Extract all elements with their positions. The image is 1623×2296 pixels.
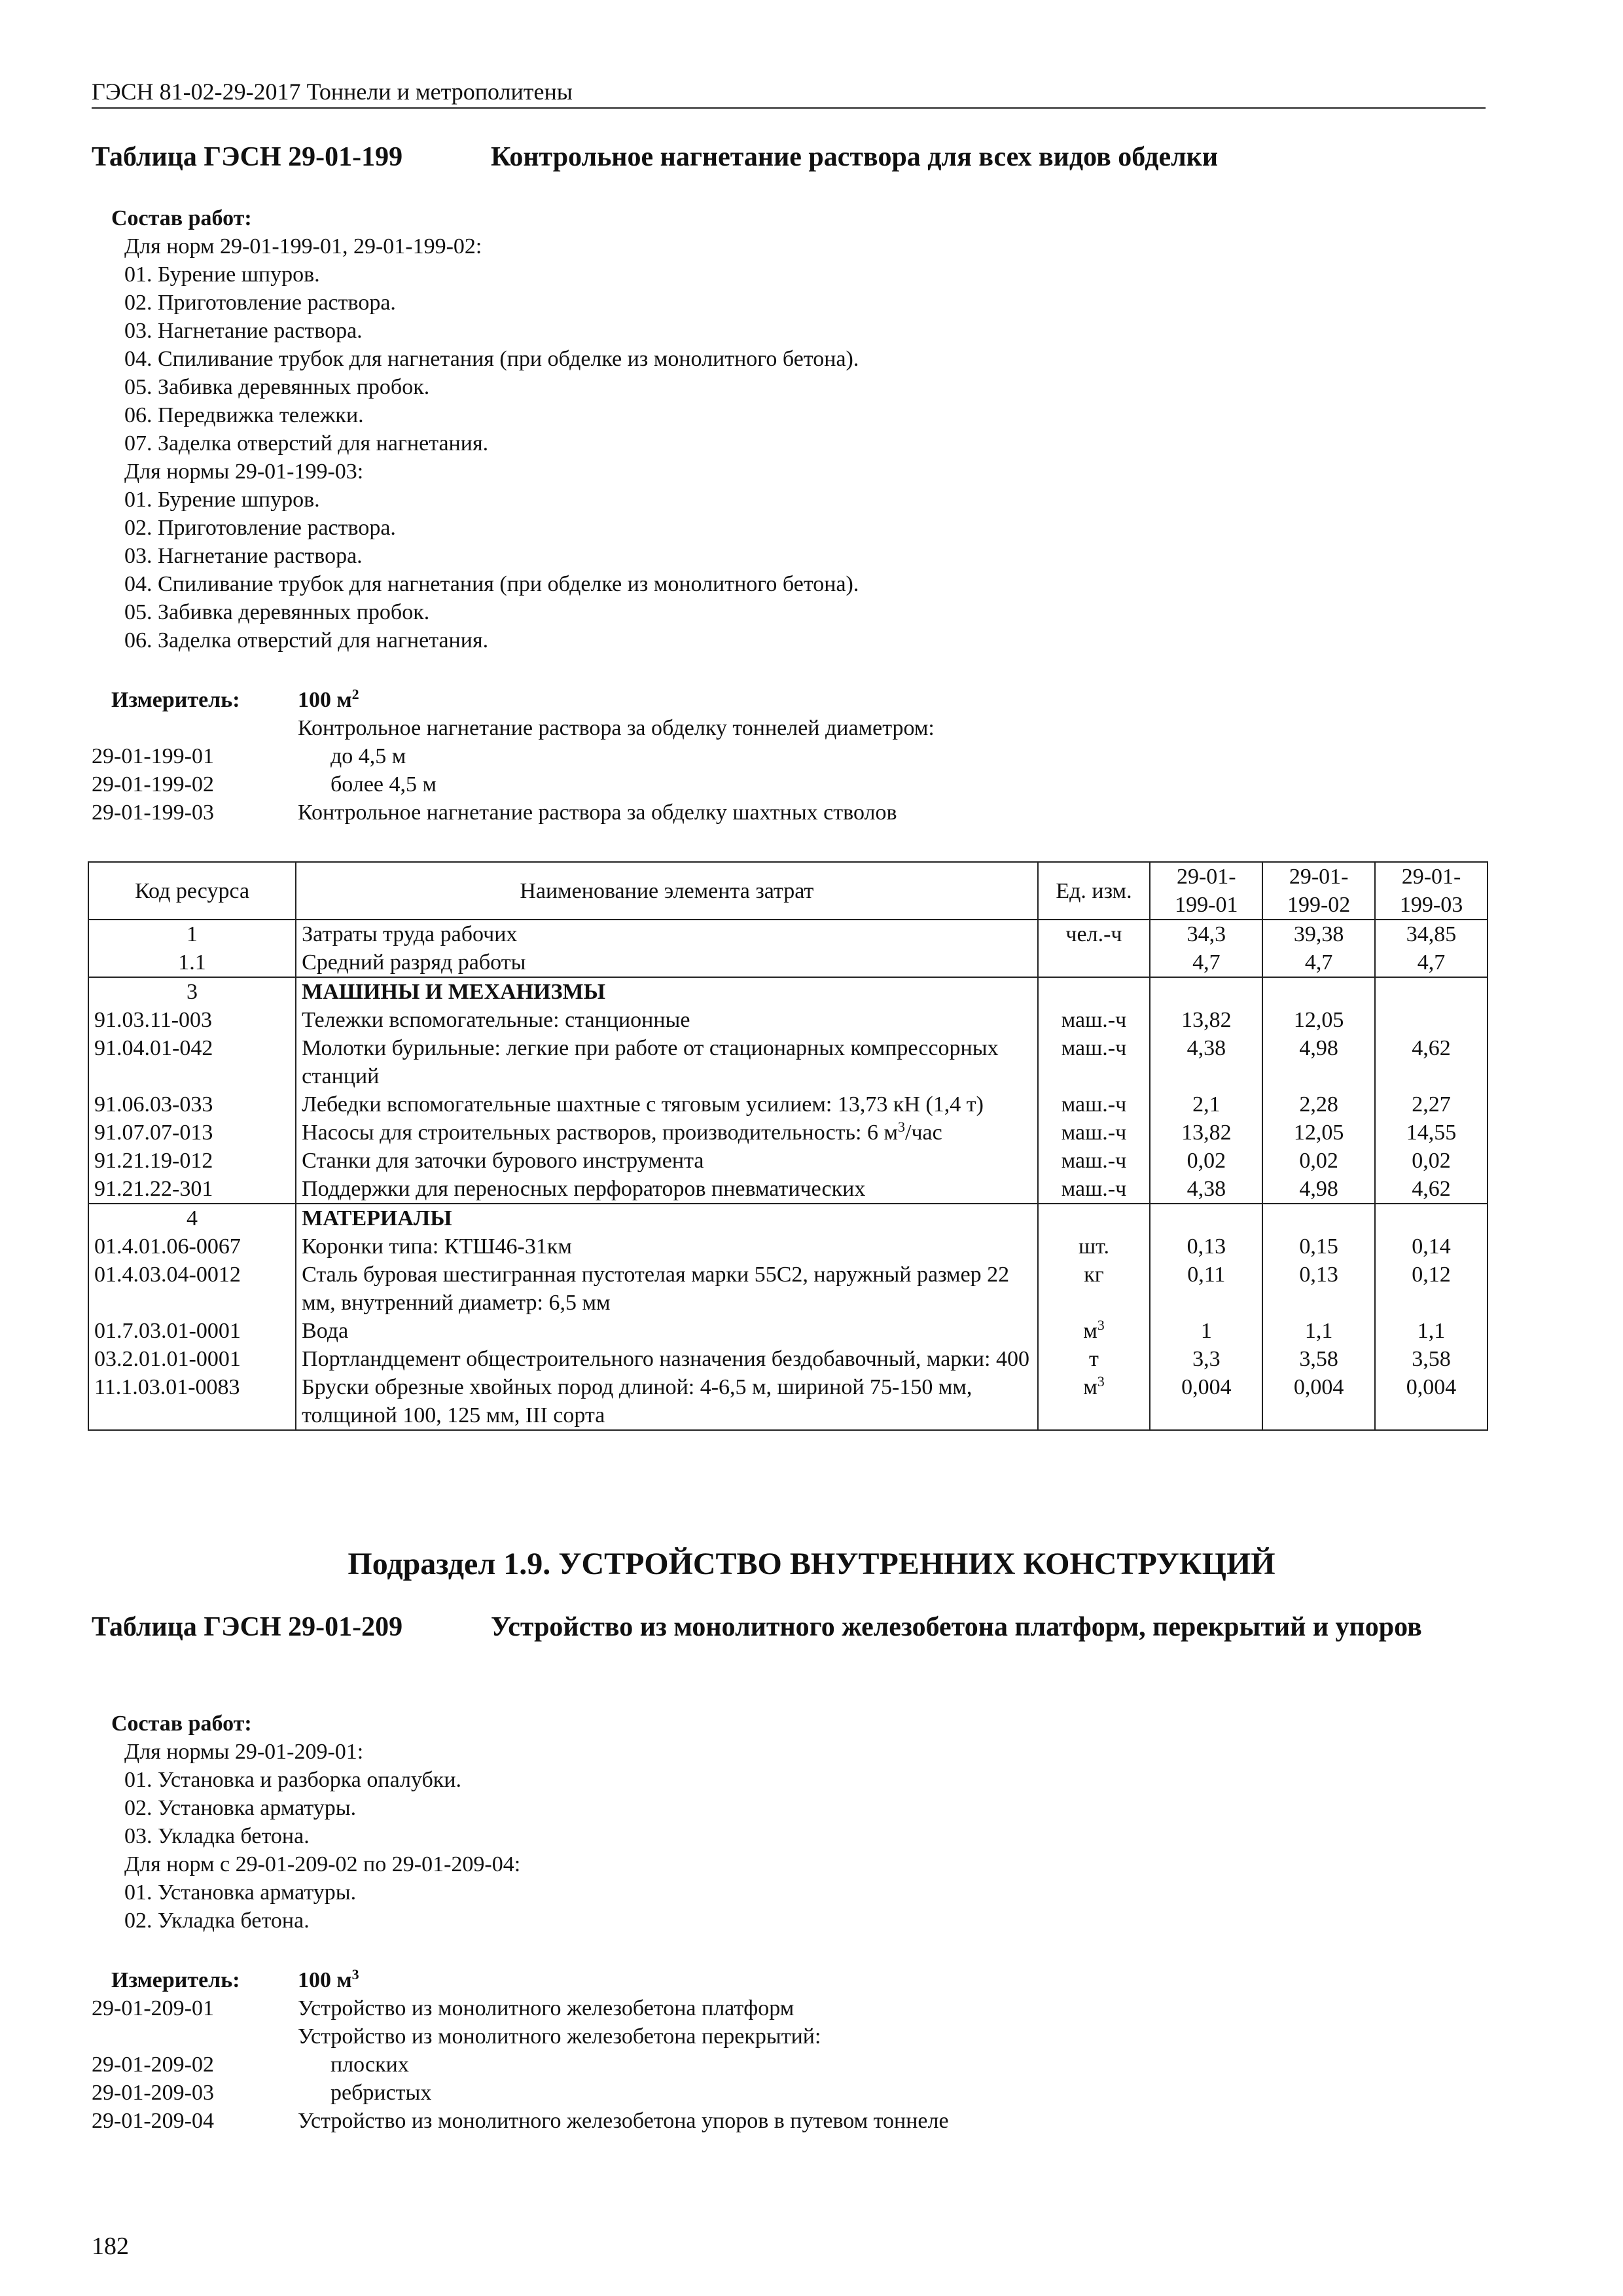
unit-text: м <box>883 1121 899 1145</box>
resource-name <box>296 1147 1037 1175</box>
table1-measure <box>92 686 1492 827</box>
table-row <box>88 1090 1488 1119</box>
value-norm-1: 4,38 <box>1150 1175 1262 1204</box>
value-norm-2: 0,02 <box>1262 1147 1375 1175</box>
subsection-title: Подраздел 1.9. УСТРОЙСТВО ВНУТРЕННИХ КОНСТРУКЦИЙ <box>348 1547 1275 1581</box>
unit-cell <box>1038 977 1150 1006</box>
table2-composition <box>111 1710 520 1935</box>
resource-name-text: Коронки типа: КТШ46-31км <box>302 1234 572 1259</box>
value-norm-2 <box>1262 977 1375 1006</box>
unit-cell <box>1038 1345 1150 1373</box>
table1-composition <box>111 204 859 655</box>
table1-title: Контрольное нагнетание раствора для всех видов обделки <box>491 142 1219 172</box>
resource-name <box>296 1204 1037 1232</box>
value-norm-3 <box>1375 1204 1488 1232</box>
unit-exponent: 3 <box>1097 1317 1105 1333</box>
value-norm-1 <box>1150 1204 1262 1232</box>
resource-code: 4 <box>88 1204 296 1232</box>
value-norm-1: 0,004 <box>1150 1373 1262 1430</box>
resource-name <box>296 1232 1037 1261</box>
resource-name <box>296 1373 1037 1430</box>
value-norm-3: 1,1 <box>1375 1317 1488 1345</box>
resource-code: 91.04.01-042 <box>88 1034 296 1090</box>
unit-cell <box>1038 1006 1150 1034</box>
unit-text: м <box>1083 1319 1097 1343</box>
norm-description: Устройство из монолитного железобетона перекрытий: <box>298 2024 821 2049</box>
value-norm-1: 0,02 <box>1150 1147 1262 1175</box>
value-norm-2: 3,58 <box>1262 1345 1375 1373</box>
running-header: ГЭСН 81-02-29-2017 Тоннели и метрополитены <box>92 77 1486 109</box>
table2-number: Таблица ГЭСН 29-01-209 <box>92 1612 403 1642</box>
value-norm-2: 2,28 <box>1262 1090 1375 1119</box>
resource-name <box>296 1119 1037 1147</box>
col-unit-header: Ед. изм. <box>1038 862 1150 920</box>
norm-description: Устройство из монолитного железобетона платформ <box>298 1996 794 2020</box>
value-norm-1: 4,38 <box>1150 1034 1262 1090</box>
unit-cell <box>1038 1373 1150 1430</box>
table-row <box>88 1261 1488 1317</box>
col-norm3-header: 29-01- 199-03 <box>1375 862 1488 920</box>
composition-item: 03. Нагнетание раствора. <box>124 544 363 568</box>
resource-name <box>296 1006 1037 1034</box>
resource-code: 3 <box>88 977 296 1006</box>
norm-description: плоских <box>330 2053 409 2077</box>
value-norm-2 <box>1262 1204 1375 1232</box>
value-norm-1: 13,82 <box>1150 1119 1262 1147</box>
composition-item: 04. Спиливание трубок для нагнетания (при обделке из монолитного бетона). <box>124 347 859 371</box>
composition-item: 06. Заделка отверстий для нагнетания. <box>124 628 489 653</box>
unit-text: маш.-ч <box>1061 1092 1127 1117</box>
resource-name <box>296 948 1037 977</box>
measure-unit: 100 $м^2$ <box>298 686 359 712</box>
value-norm-2: 4,98 <box>1262 1034 1375 1090</box>
value-norm-2: 39,38 <box>1262 920 1375 948</box>
section-row <box>88 1204 1488 1232</box>
composition-item: 02. Укладка бетона. <box>124 1909 310 1933</box>
value-norm-1: 0,11 <box>1150 1261 1262 1317</box>
resource-name-text: Тележки вспомогательные: станционные <box>302 1008 690 1032</box>
col-code-header: Код ресурса <box>88 862 296 920</box>
composition-item: 02. Приготовление раствора. <box>124 291 396 315</box>
composition-item: 04. Спиливание трубок для нагнетания (при обделке из монолитного бетона). <box>124 572 859 596</box>
table-row <box>88 1232 1488 1261</box>
norm-description: более 4,5 м <box>330 772 437 797</box>
unit-cell <box>1038 1119 1150 1147</box>
resource-name-text: Сталь буровая шестигранная пустотелая марки 55С2, наружный размер 22 мм, внутренний диаметр: 6,5 мм <box>302 1263 1010 1315</box>
unit-cell <box>1038 1317 1150 1345</box>
resource-name-text: Затраты труда рабочих <box>302 922 518 946</box>
resource-name-text: Станки для заточки бурового инструмента <box>302 1149 704 1173</box>
resource-name <box>296 1345 1037 1373</box>
resource-name-text: МАШИНЫ И МЕХАНИЗМЫ <box>302 980 606 1004</box>
value-norm-2: 0,15 <box>1262 1232 1375 1261</box>
resource-code: 01.7.03.01-0001 <box>88 1317 296 1345</box>
value-norm-2: 4,98 <box>1262 1175 1375 1204</box>
composition-item: 01. Бурение шпуров. <box>124 262 320 287</box>
value-norm-2: 12,05 <box>1262 1119 1375 1147</box>
unit-text: кг <box>1084 1263 1104 1287</box>
norm-code: 29-01-209-02 <box>92 2053 214 2077</box>
resource-code: 11.1.03.01-0083 <box>88 1373 296 1430</box>
table-row <box>88 1373 1488 1430</box>
value-norm-3: 3,58 <box>1375 1345 1488 1373</box>
unit-cell <box>1038 920 1150 948</box>
value-norm-2: 4,7 <box>1262 948 1375 977</box>
unit-text: чел.-ч <box>1065 922 1122 946</box>
norm-row <box>92 2022 1492 2051</box>
norm-description: Контрольное нагнетание раствора за обделку тоннелей диаметром: <box>298 716 935 740</box>
resource-name-text: Портландцемент общестроительного назначения бездобавочный, марки: 400 <box>302 1347 1029 1371</box>
table2-title: Устройство из монолитного железобетона платформ, перекрытий и упоров <box>491 1612 1422 1642</box>
col-norm2-header: 29-01- 199-02 <box>1262 862 1375 920</box>
unit-cell <box>1038 1204 1150 1232</box>
table-row <box>88 1119 1488 1147</box>
resource-code: 01.4.01.06-0067 <box>88 1232 296 1261</box>
composition-item: 05. Забивка деревянных пробок. <box>124 375 430 399</box>
norm-description: Устройство из монолитного железобетона упоров в путевом тоннеле <box>298 2109 949 2133</box>
resource-code: 91.06.03-033 <box>88 1090 296 1119</box>
resource-code: 91.03.11-003 <box>88 1006 296 1034</box>
table1-number: Таблица ГЭСН 29-01-199 <box>92 142 403 172</box>
unit-text: маш.-ч <box>1061 1121 1127 1145</box>
norm-row <box>92 714 1492 742</box>
value-norm-1: 1 <box>1150 1317 1262 1345</box>
norm-code: 29-01-199-01 <box>92 744 214 768</box>
norm-row <box>92 742 1492 770</box>
resource-code: 91.21.19-012 <box>88 1147 296 1175</box>
value-norm-1: 3,3 <box>1150 1345 1262 1373</box>
composition-heading: Состав работ: <box>111 206 252 230</box>
unit-text: шт. <box>1078 1234 1109 1259</box>
resource-name-text: Бруски обрезные хвойных пород длиной: 4-6,5 м, шириной 75-150 мм, толщиной 100, 125 мм, III сорта <box>302 1375 972 1427</box>
composition-item: 01. Бурение шпуров. <box>124 488 320 512</box>
unit-text: маш.-ч <box>1061 1008 1127 1032</box>
norm-row <box>92 2051 1492 2079</box>
composition-item: 01. Установка и разборка опалубки. <box>124 1768 462 1792</box>
norm-row <box>92 1994 1492 2022</box>
value-norm-3: 2,27 <box>1375 1090 1488 1119</box>
norm-description: Контрольное нагнетание раствора за обделку шахтных стволов <box>298 800 897 825</box>
composition-item: 06. Передвижка тележки. <box>124 403 364 427</box>
norm-code: 29-01-199-03 <box>92 800 214 825</box>
composition-item: 07. Заделка отверстий для нагнетания. <box>124 431 489 456</box>
composition-item: 02. Приготовление раствора. <box>124 516 396 540</box>
composition-item: 03. Укладка бетона. <box>124 1824 310 1848</box>
resource-table <box>88 861 1488 1431</box>
value-norm-3: 4,62 <box>1375 1175 1488 1204</box>
resource-name <box>296 1261 1037 1317</box>
composition-item: 05. Забивка деревянных пробок. <box>124 600 430 624</box>
norm-code: 29-01-199-02 <box>92 772 214 797</box>
table-header-row <box>88 862 1488 920</box>
resource-name-text: Поддержки для переносных перфораторов пневматических <box>302 1177 866 1201</box>
resource-name <box>296 1090 1037 1119</box>
norm-code: 29-01-209-01 <box>92 1996 214 2020</box>
value-norm-3: 4,62 <box>1375 1034 1488 1090</box>
value-norm-1: 34,3 <box>1150 920 1262 948</box>
resource-code: 91.07.07-013 <box>88 1119 296 1147</box>
value-norm-3: 4,7 <box>1375 948 1488 977</box>
table-row <box>88 1147 1488 1175</box>
page-number: 182 <box>92 2233 129 2260</box>
value-norm-1: 0,13 <box>1150 1232 1262 1261</box>
resource-name-text: МАТЕРИАЛЫ <box>302 1206 452 1230</box>
value-norm-3 <box>1375 1006 1488 1034</box>
value-norm-2: 0,13 <box>1262 1261 1375 1317</box>
measure-label: Измеритель: <box>111 688 240 712</box>
norm-row <box>92 2079 1492 2107</box>
table-row <box>88 948 1488 977</box>
unit-cell <box>1038 1261 1150 1317</box>
resource-name-text: Средний разряд работы <box>302 950 526 975</box>
unit-cell <box>1038 1034 1150 1090</box>
table-row <box>88 1175 1488 1204</box>
unit-cell <box>1038 1175 1150 1204</box>
unit-text: маш.-ч <box>1061 1149 1127 1173</box>
measure-label: Измеритель: <box>111 1968 240 1992</box>
value-norm-3: 14,55 <box>1375 1119 1488 1147</box>
composition-group: Для нормы 29-01-209-01: <box>124 1740 364 1764</box>
composition-group: Для норм с 29-01-209-02 по 29-01-209-04: <box>124 1852 521 1876</box>
section-row <box>88 977 1488 1006</box>
norm-description: до 4,5 м <box>330 744 406 768</box>
table2-measure <box>92 1966 1492 2135</box>
value-norm-1 <box>1150 977 1262 1006</box>
unit-text: маш.-ч <box>1061 1177 1127 1201</box>
measure-unit: 100 $м^3$ <box>298 1966 359 1992</box>
resource-name <box>296 1034 1037 1090</box>
value-norm-1: 2,1 <box>1150 1090 1262 1119</box>
value-norm-3 <box>1375 977 1488 1006</box>
col-norm1-header: 29-01- 199-01 <box>1150 862 1262 920</box>
unit-text: маш.-ч <box>1061 1036 1127 1060</box>
norm-row <box>92 770 1492 798</box>
resource-name <box>296 1175 1037 1204</box>
resource-name <box>296 1317 1037 1345</box>
norm-code: 29-01-209-04 <box>92 2109 214 2133</box>
resource-name <box>296 920 1037 948</box>
norm-row <box>92 2107 1492 2135</box>
resource-code: 1.1 <box>88 948 296 977</box>
table-row <box>88 1317 1488 1345</box>
norm-description: ребристых <box>330 2081 432 2105</box>
composition-item: 03. Нагнетание раствора. <box>124 319 363 343</box>
composition-group: Для нормы 29-01-199-03: <box>124 459 364 484</box>
composition-group: Для норм 29-01-199-01, 29-01-199-02: <box>124 234 482 259</box>
unit-text: м <box>1083 1375 1097 1399</box>
unit-cell <box>1038 948 1150 977</box>
resource-name-text: Молотки бурильные: легкие при работе от стационарных компрессорных станций <box>302 1036 999 1088</box>
table-row <box>88 1345 1488 1373</box>
resource-name-text: Насосы для строительных растворов, производительность: 6 <box>302 1121 878 1145</box>
unit-cell <box>1038 1232 1150 1261</box>
unit-exponent: 3 <box>1097 1373 1105 1390</box>
resource-code: 1 <box>88 920 296 948</box>
composition-item: 02. Установка арматуры. <box>124 1796 357 1820</box>
resource-code: 91.21.22-301 <box>88 1175 296 1204</box>
resource-name-text: Лебедки вспомогательные шахтные с тяговым усилием: 13,73 кН (1,4 т) <box>302 1092 984 1117</box>
value-norm-3: 0,14 <box>1375 1232 1488 1261</box>
composition-heading: Состав работ: <box>111 1712 252 1736</box>
value-norm-2: 12,05 <box>1262 1006 1375 1034</box>
norm-code: 29-01-209-03 <box>92 2081 214 2105</box>
value-norm-2: 0,004 <box>1262 1373 1375 1430</box>
unit-text: т <box>1089 1347 1099 1371</box>
resource-name <box>296 977 1037 1006</box>
unit-cell <box>1038 1090 1150 1119</box>
value-norm-1: 4,7 <box>1150 948 1262 977</box>
value-norm-1: 13,82 <box>1150 1006 1262 1034</box>
col-name-header: Наименование элемента затрат <box>296 862 1037 920</box>
unit-exponent: 3 <box>898 1119 906 1135</box>
value-norm-2: 1,1 <box>1262 1317 1375 1345</box>
table-row <box>88 1034 1488 1090</box>
table-row <box>88 920 1488 948</box>
unit-cell <box>1038 1147 1150 1175</box>
value-norm-3: 0,02 <box>1375 1147 1488 1175</box>
composition-item: 01. Установка арматуры. <box>124 1880 357 1905</box>
resource-name-text: Вода <box>302 1319 349 1343</box>
table-row <box>88 1006 1488 1034</box>
resource-code: 03.2.01.01-0001 <box>88 1345 296 1373</box>
norm-row <box>92 798 1492 827</box>
value-norm-3: 0,12 <box>1375 1261 1488 1317</box>
resource-code: 01.4.03.04-0012 <box>88 1261 296 1317</box>
value-norm-3: 34,85 <box>1375 920 1488 948</box>
unit-text: /час <box>905 1121 942 1145</box>
value-norm-3: 0,004 <box>1375 1373 1488 1430</box>
